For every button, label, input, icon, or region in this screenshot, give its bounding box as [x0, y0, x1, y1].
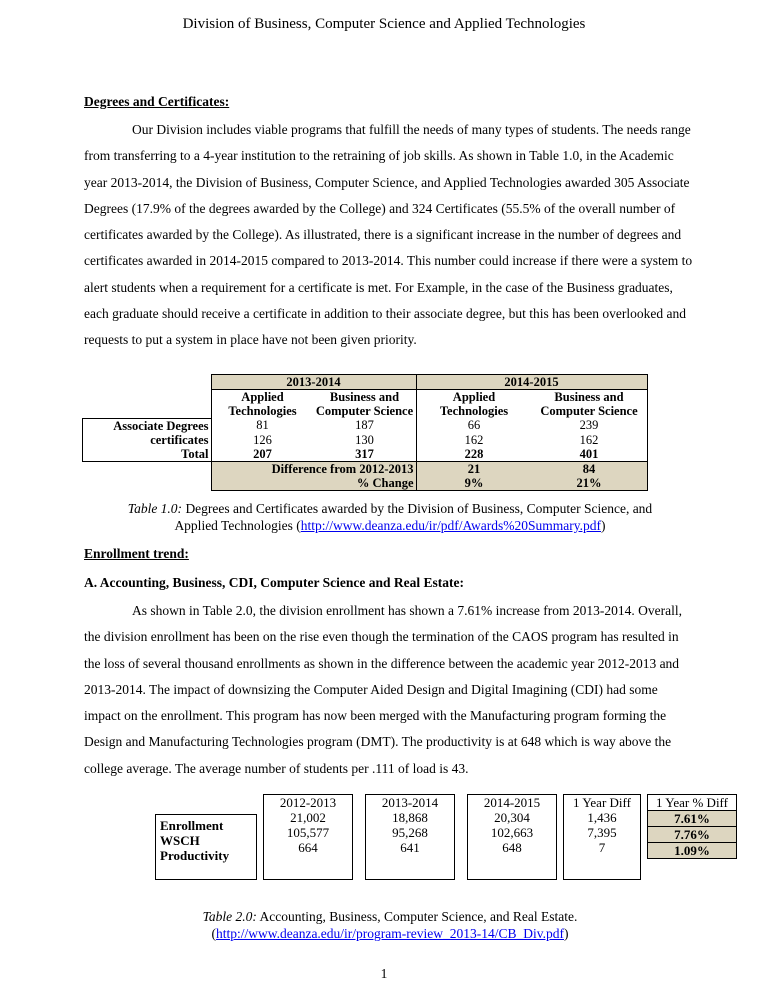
business-cs-header-2: Business and Computer Science	[532, 390, 648, 419]
table2-col-pct	[647, 794, 737, 878]
label-enrollment: Enrollment	[160, 818, 224, 833]
col-header: 2012-2013	[279, 795, 337, 810]
enrollment-paragraph: As shown in Table 2.0, the division enrollment has shown a 7.61% increase from 2013-2014. Overall, the division enrollment has been on the rise even though the termination of the CAOS program has resulted in the loss of several thousand enrollments as shown in the difference between the academic year 2012-2013 and 2013-2014. The impact of downsizing the Computer Aided Design and Digital Imagining (CDI) had some impact on the enrollment. This program has now been merged with the Manufacturing program forming the Design and Manufacturing Technologies program (DMT). The productivity is at 648 which is way above the college average. The average number of students per .111 of load is 43.	[84, 603, 682, 776]
table-cell: 7	[598, 840, 606, 855]
table-cell: 21	[416, 461, 532, 476]
table2-caption-text: Accounting, Business, Computer Science, and Real Estate.	[256, 909, 578, 924]
table-cell: 7.61%	[647, 810, 737, 826]
enrollment-heading: Enrollment trend:	[84, 546, 189, 561]
pct-change-label: % Change	[211, 476, 416, 491]
col-header: 2014-2015	[483, 795, 541, 810]
table-cell: 7.76%	[647, 826, 737, 842]
enrollment-subheading: A. Accounting, Business, CDI, Computer Science and Real Estate:	[84, 575, 465, 590]
table-cell: 162	[464, 432, 484, 447]
table-cell: 7,395	[587, 825, 617, 840]
degrees-paragraph: Our Division includes viable programs that fulfill the needs of many types of students. The needs range from transferring to a 4-year institution to the retraining of job skills. As shown in Table 1.0, in the Academic year 2013-2014, the Division of Business, Computer Science, and Applied Technologies awarded 305 Associate Degrees (17.9% of the degrees awarded by the College) and 324 Certificates (55.5% of the overall number of certificates awarded by the College). As illustrated, there is a significant increase in the number of degrees and certificates awarded in 2014-2015 compared to 2013-2014. This number could increase if there were a system to alert students when a requirement for a certificate is met. For Example, in the case of the Business graduates, each graduate should receive a certificate in addition to their associate degree, but this has been overlooked and requests to put a system in place have not been given priority.	[84, 122, 693, 348]
table-cell: 401	[532, 447, 648, 462]
table-cell: 664	[298, 840, 318, 855]
table-cell: 207	[211, 447, 314, 462]
table-cell: 239	[532, 418, 648, 433]
table2-col-2014	[467, 794, 557, 880]
table-cell: 21,002	[290, 810, 326, 825]
table2-caption-close: )	[564, 926, 569, 941]
table-cell: 641	[400, 840, 420, 855]
table1-caption-prefix: Table 1.0:	[127, 501, 183, 516]
table1-caption-suffix: )	[601, 518, 606, 533]
awards-summary-link[interactable]: http://www.deanza.edu/ir/pdf/Awards%20Summary.pdf	[300, 518, 602, 533]
year-2013-2014-header: 2013-2014	[211, 375, 416, 390]
table2-col-2012	[263, 794, 353, 880]
cb-div-link[interactable]: http://www.deanza.edu/ir/program-review_2013-14/CB_Div.pdf	[215, 926, 565, 941]
table-cell: 9%	[416, 476, 532, 491]
applied-tech-header: Applied Technologies	[211, 390, 314, 419]
table2-label-box	[155, 814, 257, 880]
col-header: 1 Year Diff	[573, 795, 631, 810]
table-cell: 18,868	[392, 810, 428, 825]
table-cell: 66	[467, 418, 481, 433]
table-cell: 105,577	[286, 825, 330, 840]
table-cell: 102,663	[490, 825, 534, 840]
row-label-total: Total	[83, 447, 212, 462]
table-cell: 95,268	[392, 825, 428, 840]
table-cell: 1.09%	[647, 842, 737, 859]
degrees-table	[82, 374, 648, 491]
label-productivity: Productivity	[160, 848, 230, 863]
table2-caption	[110, 908, 670, 942]
row-label-certificates: certificates	[83, 433, 212, 447]
table-cell: 20,304	[494, 810, 530, 825]
degrees-heading: Degrees and Certificates:	[84, 94, 230, 109]
page-number: 1	[380, 966, 388, 981]
table-cell: 317	[314, 447, 417, 462]
col-header: 2013-2014	[381, 795, 439, 810]
table-cell: 228	[464, 446, 484, 461]
table-cell: 187	[314, 418, 417, 433]
table1-caption	[110, 500, 670, 534]
row-label-associate: Associate Degrees	[83, 418, 212, 433]
table2-col-diff	[563, 794, 641, 880]
table1-caption-text: Degrees and Certificates awarded by the Division of Business, Computer Science, and Applied Technologies (	[174, 501, 653, 533]
table2-caption-open: (	[211, 926, 216, 941]
table-cell: 648	[502, 840, 522, 855]
table-cell: 84	[532, 461, 648, 476]
label-wsch: WSCH	[160, 833, 200, 848]
table-cell: 21%	[532, 476, 648, 491]
diff-label: Difference from 2012-2013	[211, 461, 416, 476]
table-cell: 126	[211, 433, 314, 447]
table-cell: 162	[532, 433, 648, 447]
table-cell: 1,436	[587, 810, 617, 825]
table-cell: 81	[211, 418, 314, 433]
page-header: Division of Business, Computer Science and Applied Technologies	[182, 16, 586, 32]
business-cs-header: Business and Computer Science	[314, 390, 417, 419]
col-header: 1 Year % Diff	[647, 794, 737, 810]
table2-col-2013	[365, 794, 455, 880]
table2-caption-prefix: Table 2.0:	[202, 909, 257, 924]
applied-tech-header-2: Applied Technologies	[439, 390, 509, 418]
table-cell: 130	[314, 433, 417, 447]
year-2014-2015-header: 2014-2015	[416, 375, 647, 390]
